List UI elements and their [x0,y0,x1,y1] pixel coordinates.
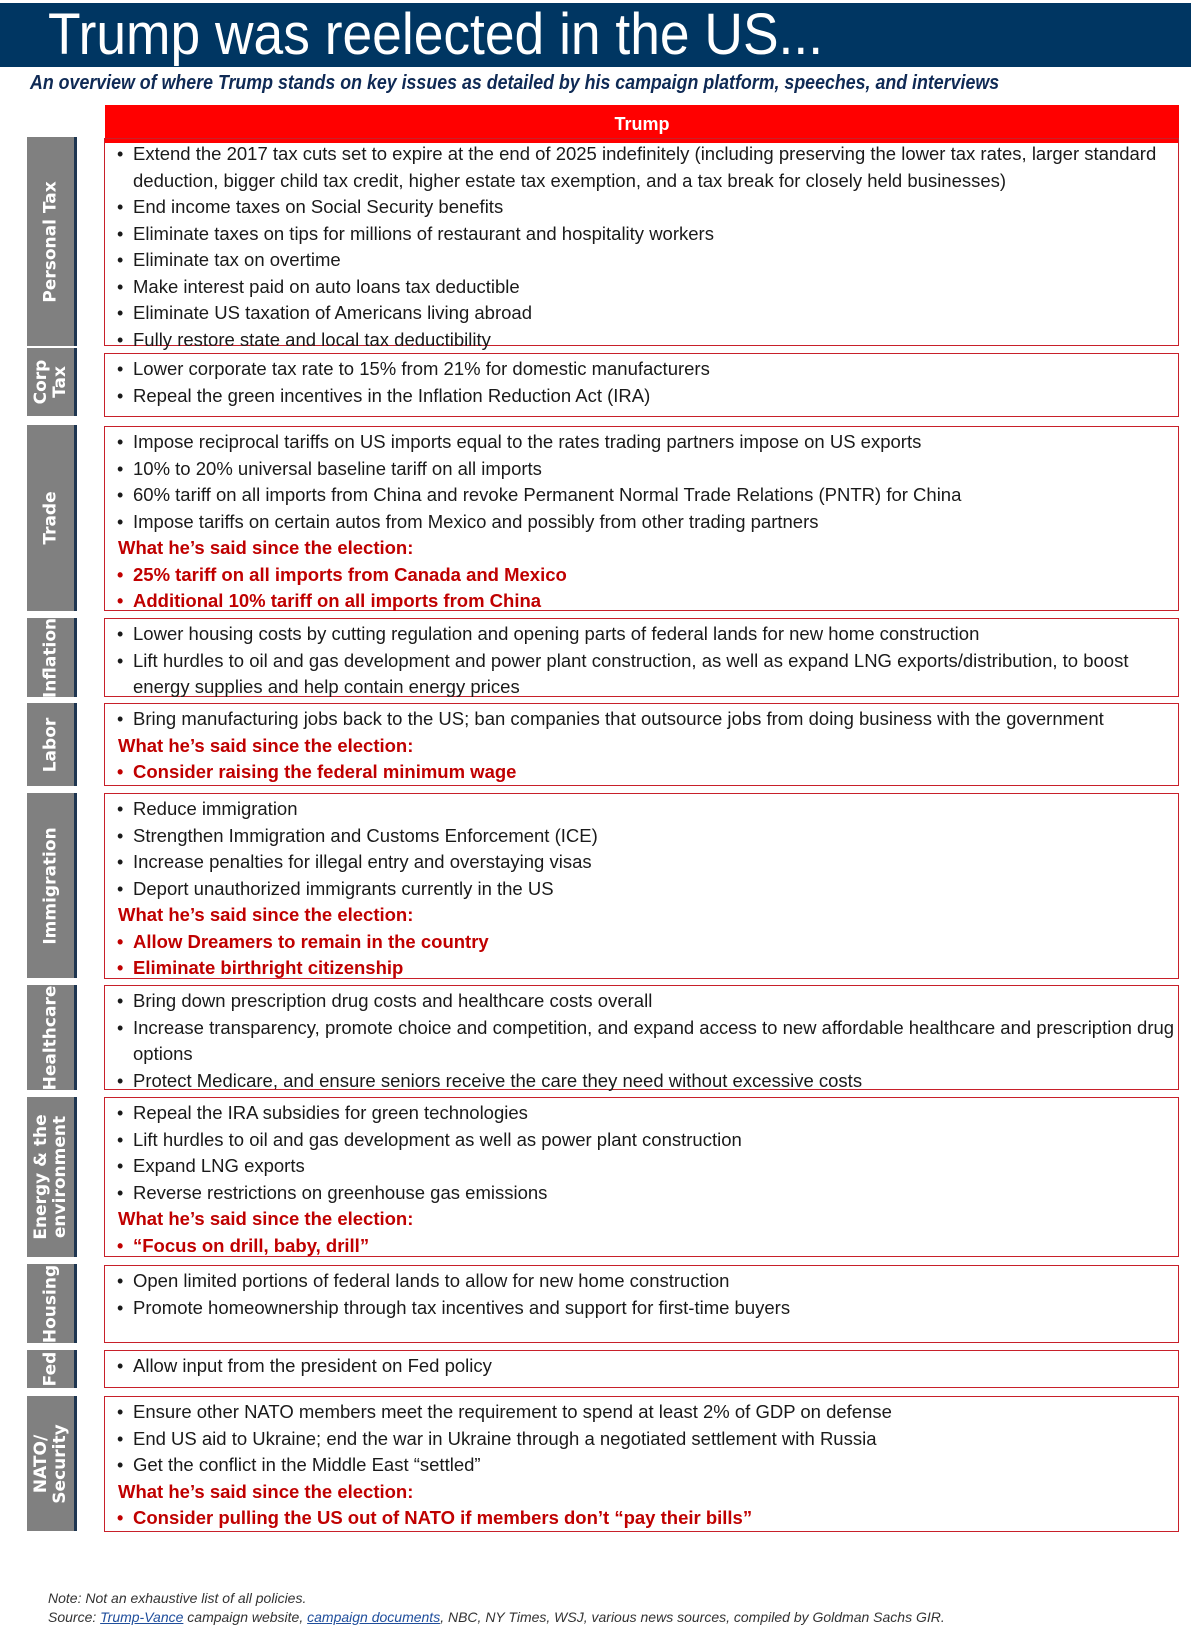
section-label-line: Tax [49,366,70,398]
section-box-fed [104,1350,1179,1388]
section-label-line: Security [49,1423,70,1504]
section-label-corp-tax [27,348,77,416]
policy-list [105,427,1178,535]
since-election-list [105,1233,1178,1260]
section-label-text: Immigration [40,826,60,945]
policy-item: • Lift hurdles to oil and gas development and power plant construction, as well as expand LNG exports/distribution, to boost energy supplies and help contain energy prices [105,648,1178,701]
section-box-inflation [104,618,1179,697]
policy-item: • Increase penalties for illegal entry and overstaying visas [105,849,1178,876]
since-election-header: What he’s said since the election: [118,537,414,558]
policy-list [105,619,1178,701]
section-label-text: Healthcare [40,985,60,1090]
since-election-item: • Consider pulling the US out of NATO if members don’t “pay their bills” [105,1505,1178,1532]
since-election-item: • Consider raising the federal minimum wage [105,759,1178,786]
trump-vance-link[interactable]: Trump-Vance [100,1609,184,1625]
since-election-item: • Eliminate birthright citizenship [105,955,1178,982]
section-label-inflation [27,618,77,697]
section-label-line: Energy & the [30,1114,51,1240]
section-label-text: Inflation [40,617,60,698]
section-box-trade [104,426,1179,611]
title-bar [0,3,1191,67]
policy-item: • Impose tariffs on certain autos from Mexico and possibly from other trading partners [105,509,1178,536]
section-label-healthcare [27,985,77,1090]
policy-list [105,139,1178,353]
policy-item: • 10% to 20% universal baseline tariff on all imports [105,456,1178,483]
policy-item: • Strengthen Immigration and Customs Enforcement (ICE) [105,823,1178,850]
section-label-text [32,360,70,405]
section-label-nato-security [27,1396,77,1531]
policy-item: • Extend the 2017 tax cuts set to expire at the end of 2025 indefinitely (including preserving the lower tax rates, larger standard deduction, bigger child tax credit, higher estate tax exemption, and a tax break for closely held businesses) [105,141,1178,194]
campaign-documents-link[interactable]: campaign documents [307,1609,441,1625]
policy-item: • Allow input from the president on Fed policy [105,1353,1178,1380]
section-label-personal-tax [27,137,77,346]
section-label-line: environment [49,1115,70,1239]
policy-item: • 60% tariff on all imports from China and revoke Permanent Normal Trade Relations (PNTR) for China [105,482,1178,509]
policy-item: • Bring manufacturing jobs back to the US; ban companies that outsource jobs from doing business with the government [105,706,1178,733]
section-box-immigration [104,793,1179,979]
section-label-text: Labor [40,717,60,772]
policy-item: • Increase transparency, promote choice and competition, and expand access to new affordable healthcare and prescription drug options [105,1015,1178,1068]
policy-list [105,1266,1178,1321]
policy-item: • Get the conflict in the Middle East “settled” [105,1452,1178,1479]
since-election-item: • Allow Dreamers to remain in the country [105,929,1178,956]
policy-list [105,354,1178,409]
policy-item: • Lift hurdles to oil and gas development as well as power plant construction [105,1127,1178,1154]
policy-item: • Make interest paid on auto loans tax deductible [105,274,1178,301]
section-box-personal-tax [104,138,1179,350]
policy-item: • Repeal the IRA subsidies for green technologies [105,1100,1178,1127]
section-label-energy-the-environment [27,1097,77,1257]
policy-list [105,1351,1178,1380]
since-election-list [105,1505,1178,1532]
policy-list [105,794,1178,902]
policy-item: • Protect Medicare, and ensure seniors receive the care they need without excessive costs [105,1068,1178,1095]
since-election-list [105,929,1178,982]
policy-list [105,704,1178,733]
policy-item: • Eliminate taxes on tips for millions of restaurant and hospitality workers [105,221,1178,248]
since-election-header: What he’s said since the election: [118,1208,414,1229]
policy-item: • Promote homeownership through tax incentives and support for first-time buyers [105,1295,1178,1322]
section-box-housing [104,1265,1179,1343]
section-label-line: Corp [30,359,51,405]
since-election-list [105,759,1178,786]
policy-item: • Repeal the green incentives in the Inflation Reduction Act (IRA) [105,383,1178,410]
section-label-text: Personal Tax [40,180,60,303]
source-prefix: Source: [48,1609,101,1625]
policy-item: • Lower corporate tax rate to 15% from 21% for domestic manufacturers [105,356,1178,383]
policy-item: • Expand LNG exports [105,1153,1178,1180]
section-box-nato-security [104,1396,1179,1532]
policy-item: • Lower housing costs by cutting regulation and opening parts of federal lands for new home construction [105,621,1178,648]
source-line [48,1609,945,1625]
policy-item: • Bring down prescription drug costs and healthcare costs overall [105,988,1178,1015]
source-rest: , NBC, NY Times, WSJ, various news sources, compiled by Goldman Sachs GIR. [440,1609,945,1625]
policy-item: • Reduce immigration [105,796,1178,823]
policy-item: • Open limited portions of federal lands to allow for new home construction [105,1268,1178,1295]
section-label-text: Fed [40,1351,60,1387]
policy-item: • End income taxes on Social Security benefits [105,194,1178,221]
policy-item: • End US aid to Ukraine; end the war in Ukraine through a negotiated settlement with Russia [105,1426,1178,1453]
since-election-item: • Additional 10% tariff on all imports from China [105,588,1178,615]
policy-list [105,986,1178,1094]
column-header-trump: Trump [105,105,1179,143]
section-box-corp-tax [104,353,1179,417]
since-election-list [105,562,1178,615]
section-box-healthcare [104,985,1179,1090]
section-label-trade [27,425,77,611]
policy-list [105,1098,1178,1206]
policy-item: • Deport unauthorized immigrants currently in the US [105,876,1178,903]
section-box-labor [104,703,1179,786]
policy-item: • Eliminate US taxation of Americans living abroad [105,300,1178,327]
policy-item: • Impose reciprocal tariffs on US imports equal to the rates trading partners impose on US exports [105,429,1178,456]
section-label-text [32,1424,70,1503]
section-label-immigration [27,793,77,978]
since-election-header: What he’s said since the election: [118,904,414,925]
section-label-text: Trade [40,491,60,545]
since-election-header: What he’s said since the election: [118,734,414,756]
section-label-text: Housing [40,1264,60,1343]
section-label-labor [27,703,77,786]
policy-item: • Eliminate tax on overtime [105,247,1178,274]
section-label-line: NATO/ [30,1434,51,1493]
since-election-header: What he’s said since the election: [118,1480,414,1502]
section-label-fed [27,1350,77,1388]
since-election-item: • 25% tariff on all imports from Canada and Mexico [105,562,1178,589]
section-label-text [32,1114,70,1239]
page-subtitle: An overview of where Trump stands on key issues as detailed by his campaign platform, speeches, and interviews [30,72,1000,94]
section-label-housing [27,1264,77,1343]
policy-item: • Reverse restrictions on greenhouse gas emissions [105,1180,1178,1207]
policy-list [105,1397,1178,1479]
footnote: Note: Not an exhaustive list of all policies. [48,1590,307,1606]
source-mid: campaign website, [183,1609,308,1625]
page-title: Trump was reelected in the US... [48,2,824,67]
policy-item: • Fully restore state and local tax deductibility [105,327,1178,354]
since-election-item: • “Focus on drill, baby, drill” [105,1233,1178,1260]
policy-item: • Ensure other NATO members meet the requirement to spend at least 2% of GDP on defense [105,1399,1178,1426]
section-box-energy-the-environment [104,1097,1179,1257]
